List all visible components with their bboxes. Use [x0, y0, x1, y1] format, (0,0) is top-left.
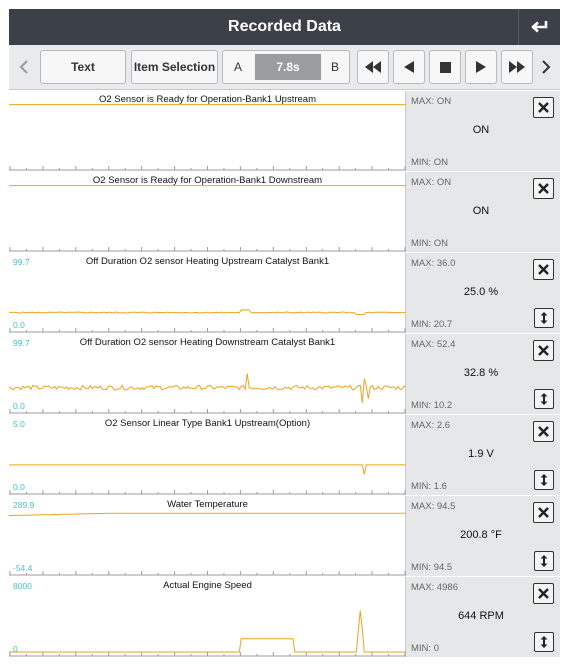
next-page-button[interactable]: [536, 50, 556, 84]
min-value: MIN: 94.5: [411, 562, 453, 573]
min-value: MIN: 10.2: [411, 400, 453, 411]
max-value: MAX: 52.4: [411, 339, 456, 350]
data-trace: [9, 513, 406, 515]
expand-vertical-icon: [539, 311, 549, 325]
current-value: ON: [472, 205, 490, 217]
current-value: 25.0 %: [463, 286, 499, 298]
title-bar: [9, 9, 560, 45]
min-value: MIN: 20.7: [411, 319, 453, 330]
remove-parameter-button[interactable]: [533, 340, 554, 361]
play-icon: [475, 61, 487, 73]
remove-parameter-button[interactable]: [533, 259, 554, 280]
y-axis-min: 0.0: [13, 320, 25, 330]
parameter-info-panel: [406, 253, 560, 333]
remove-parameter-button[interactable]: [533, 502, 554, 523]
parameter-info-panel: [406, 334, 560, 414]
parameter-row: [9, 91, 560, 171]
parameter-title: O2 Sensor is Ready for Operation-Bank1 Upstream: [98, 94, 316, 105]
page-title: Recorded Data: [228, 18, 341, 35]
max-value: MAX: 4986: [411, 582, 458, 593]
parameter-row: [9, 577, 560, 657]
chevron-right-icon: [541, 59, 551, 75]
current-value: 644 RPM: [458, 610, 504, 622]
ab-marker-control: [222, 50, 350, 84]
parameter-title: Off Duration O2 sensor Heating Upstream Catalyst Bank1: [85, 256, 330, 267]
parameter-title: Actual Engine Speed: [163, 580, 252, 591]
min-value: MIN: 0: [411, 643, 439, 654]
remove-parameter-button[interactable]: [533, 583, 554, 604]
step-back-icon: [403, 61, 415, 73]
close-icon: [538, 507, 549, 518]
parameter-graph[interactable]: [9, 334, 406, 414]
parameter-graph[interactable]: [9, 91, 406, 171]
min-value: MIN: 1.6: [411, 481, 447, 492]
playback-toolbar: [9, 45, 560, 90]
parameter-row: [9, 334, 560, 414]
remove-parameter-button[interactable]: [533, 421, 554, 442]
y-axis-min: 0.0: [13, 401, 25, 411]
current-value: 200.8 °F: [460, 529, 502, 541]
y-axis-min: -54.4: [13, 563, 33, 573]
parameter-row: [9, 496, 560, 576]
expand-vertical-icon: [539, 554, 549, 568]
stop-icon: [440, 62, 451, 73]
stop-button[interactable]: [429, 50, 461, 84]
expand-vertical-icon: [539, 392, 549, 406]
fast-forward-button[interactable]: [501, 50, 533, 84]
marker-b-button[interactable]: B: [330, 60, 339, 74]
parameter-info-panel: [406, 496, 560, 576]
expand-vertical-icon: [539, 635, 549, 649]
prev-page-button[interactable]: [13, 50, 35, 84]
y-axis-max: 99.7: [13, 338, 30, 348]
return-arrow-icon: [530, 19, 550, 35]
data-trace: [9, 374, 406, 404]
scale-toggle-button[interactable]: [534, 308, 554, 328]
parameter-row: [9, 415, 560, 495]
scale-toggle-button[interactable]: [534, 389, 554, 409]
current-value: ON: [472, 124, 490, 136]
parameter-graph[interactable]: [9, 172, 406, 252]
expand-vertical-icon: [539, 473, 549, 487]
close-icon: [538, 264, 549, 275]
parameter-title: Water Temperature: [167, 499, 248, 510]
parameter-info-panel: [406, 91, 560, 171]
data-trace: [9, 611, 406, 652]
y-axis-max: 99.7: [13, 257, 30, 267]
fast-rewind-icon: [364, 61, 382, 73]
remove-parameter-button[interactable]: [533, 97, 554, 118]
scale-toggle-button[interactable]: [534, 470, 554, 490]
y-axis-max: 8000: [13, 581, 32, 591]
fast-forward-icon: [508, 61, 526, 73]
parameter-row: [9, 253, 560, 333]
parameter-info-panel: [406, 172, 560, 252]
close-icon: [538, 183, 549, 194]
parameter-graph[interactable]: [9, 415, 406, 495]
parameter-info-panel: [406, 415, 560, 495]
data-trace: [9, 465, 406, 475]
close-icon: [538, 102, 549, 113]
fast-rewind-button[interactable]: [357, 50, 389, 84]
max-value: MAX: 2.6: [411, 420, 451, 431]
current-value: 32.8 %: [463, 367, 499, 379]
parameter-row: [9, 172, 560, 252]
parameter-graph[interactable]: [9, 496, 406, 576]
back-button[interactable]: [518, 9, 560, 45]
play-button[interactable]: [465, 50, 497, 84]
marker-a-button[interactable]: A: [233, 60, 242, 74]
close-icon: [538, 345, 549, 356]
close-icon: [538, 426, 549, 437]
scale-toggle-button[interactable]: [534, 551, 554, 571]
y-axis-min: 0.0: [13, 482, 25, 492]
parameter-title: O2 Sensor Linear Type Bank1 Upstream(Option): [104, 418, 311, 429]
parameter-info-panel: [406, 577, 560, 657]
max-value: MAX: ON: [411, 96, 452, 107]
max-value: MAX: 94.5: [411, 501, 456, 512]
scale-toggle-button[interactable]: [534, 632, 554, 652]
parameter-graph[interactable]: [9, 577, 406, 657]
y-axis-min: 0: [13, 644, 18, 654]
parameter-title: Off Duration O2 sensor Heating Downstream Catalyst Bank1: [79, 337, 336, 348]
y-axis-max: 5.0: [13, 419, 25, 429]
data-trace: [9, 310, 406, 315]
y-axis-max: 289.9: [13, 500, 35, 510]
playback-time: 7.8s: [255, 54, 321, 80]
current-value: 1.9 V: [468, 448, 494, 460]
min-value: MIN: ON: [411, 157, 448, 168]
remove-parameter-button[interactable]: [533, 178, 554, 199]
max-value: MAX: 36.0: [411, 258, 456, 269]
item-selection-button[interactable]: Item Selection: [131, 50, 218, 84]
text-view-button[interactable]: Text: [40, 50, 126, 84]
chevron-left-icon: [19, 59, 29, 75]
max-value: MAX: ON: [411, 177, 452, 188]
parameter-title: O2 Sensor is Ready for Operation-Bank1 Downstream: [92, 175, 323, 186]
parameter-graph[interactable]: [9, 253, 406, 333]
step-back-button[interactable]: [393, 50, 425, 84]
min-value: MIN: ON: [411, 238, 448, 249]
close-icon: [538, 588, 549, 599]
